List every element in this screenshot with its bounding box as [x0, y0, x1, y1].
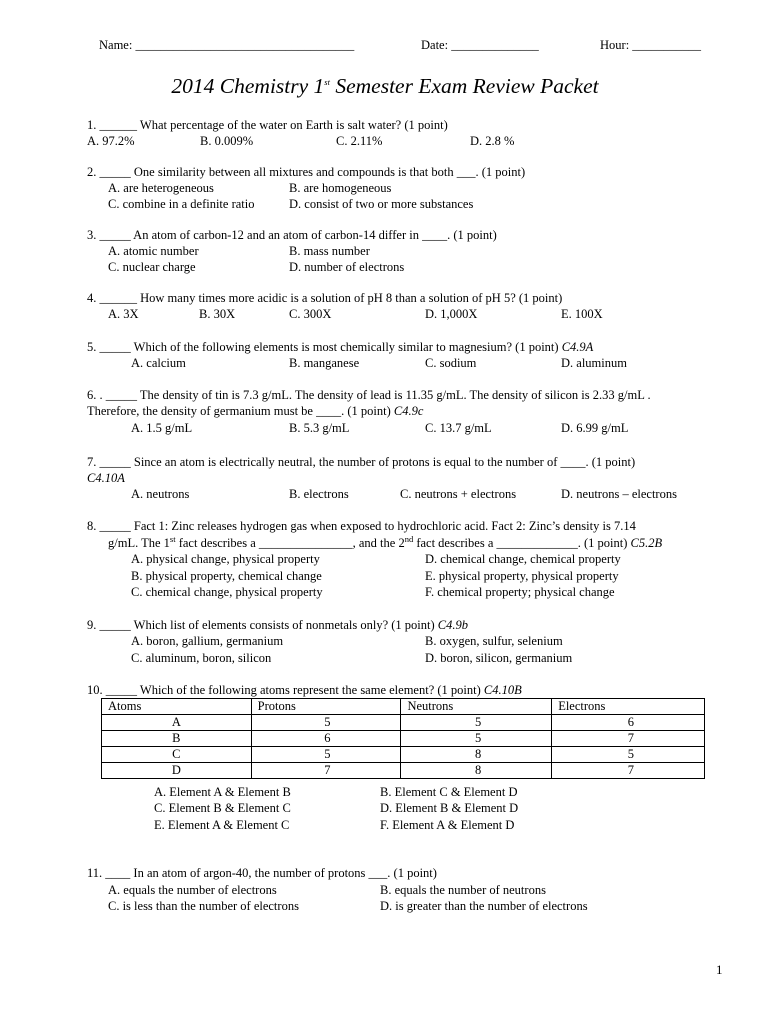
table-row	[102, 747, 705, 763]
q9-option-d: D. boron, silicon, germanium	[425, 651, 573, 665]
table-cell: 5	[251, 747, 401, 763]
question-1-stem: 1. ______ What percentage of the water on Earth is salt water? (1 point)	[87, 118, 448, 132]
table-cell: 5	[401, 731, 552, 747]
q4-option-a: A. 3X	[108, 307, 139, 321]
question-3-stem: 3. _____ An atom of carbon-12 and an atom of carbon-14 differ in ____. (1 point)	[87, 228, 497, 242]
q5-option-b: B. manganese	[289, 356, 360, 370]
table-cell: 5	[552, 747, 705, 763]
table-cell: D	[102, 763, 252, 779]
table-cell: 5	[401, 715, 552, 731]
table-cell: 8	[401, 747, 552, 763]
q2-option-a: A. are heterogeneous	[108, 181, 214, 195]
q5-standard-code: C4.9A	[561, 340, 594, 354]
q8-option-b: B. physical property, chemical change	[131, 569, 322, 583]
q10-option-b: B. Element C & Element D	[380, 785, 518, 799]
question-4-stem: 4. ______ How many times more acidic is a solution of pH 8 than a solution of pH 5? (1 point)	[87, 291, 563, 305]
table-cell: 5	[251, 715, 401, 731]
table-row	[102, 763, 705, 779]
page-number: 1	[716, 962, 723, 977]
table-cell: A	[102, 715, 252, 731]
q5-option-a: A. calcium	[131, 356, 186, 370]
q5-option-d: D. aluminum	[561, 356, 627, 370]
q3-option-d: D. number of electrons	[289, 260, 405, 274]
q4-option-e: E. 100X	[561, 307, 603, 321]
q10-standard-code: C4.10B	[483, 683, 522, 697]
q1-option-a: A. 97.2%	[87, 134, 135, 148]
table-cell: 7	[552, 763, 705, 779]
table-cell: 8	[401, 763, 552, 779]
q10-option-a: A. Element A & Element B	[154, 785, 291, 799]
date-field: Date: ______________	[421, 38, 539, 52]
q1-option-b: B. 0.009%	[200, 134, 254, 148]
q6-option-d: D. 6.99 g/mL	[561, 421, 629, 435]
q8-option-e: E. physical property, physical property	[425, 569, 619, 583]
q7-standard-code: C4.10A	[87, 471, 125, 485]
question-6-line-1: 6. . _____ The density of tin is 7.3 g/mL. The density of lead is 11.35 g/mL. The density of silicon is 2.33 g/mL .	[87, 388, 651, 402]
q6-option-b: B. 5.3 g/mL	[289, 421, 350, 435]
q3-option-b: B. mass number	[289, 244, 370, 258]
q7-option-a: A. neutrons	[131, 487, 190, 501]
q8-option-a: A. physical change, physical property	[131, 552, 320, 566]
table-cell: 7	[251, 763, 401, 779]
table-row	[102, 731, 705, 747]
q2-option-b: B. are homogeneous	[289, 181, 392, 195]
question-7-line-1: 7. _____ Since an atom is electrically neutral, the number of protons is equal to the number of ____. (1 point)	[87, 455, 636, 469]
table-cell: 7	[552, 731, 705, 747]
q11-option-c: C. is less than the number of electrons	[108, 899, 299, 913]
q8-option-d: D. chemical change, chemical property	[425, 552, 621, 566]
q6-standard-code: C4.9c	[393, 404, 424, 418]
table-cell: C	[102, 747, 252, 763]
q8-option-f: F. chemical property; physical change	[425, 585, 615, 599]
q2-option-d: D. consist of two or more substances	[289, 197, 474, 211]
q9-option-b: B. oxygen, sulfur, selenium	[425, 634, 563, 648]
q7-option-d: D. neutrons – electrons	[561, 487, 677, 501]
question-9-stem: 9. _____ Which list of elements consists of nonmetals only? (1 point) C4.9b	[87, 618, 468, 632]
q5-option-c: C. sodium	[425, 356, 477, 370]
table-header-cell: Electrons	[552, 699, 705, 715]
q10-option-d: D. Element B & Element D	[380, 801, 519, 815]
question-8-line-2: g/mL. The 1st fact describes a _______________, and the 2nd fact describes a _____________. (1 point) C5.2B	[108, 533, 663, 550]
question-10-stem: 10. _____ Which of the following atoms represent the same element? (1 point) C4.10B	[87, 683, 522, 697]
q6-option-a: A. 1.5 g/mL	[131, 421, 193, 435]
table-header-cell: Atoms	[102, 699, 252, 715]
table-header-row	[102, 699, 705, 715]
table-header-cell: Neutrons	[401, 699, 552, 715]
hour-field: Hour: ___________	[600, 38, 702, 52]
q11-option-b: B. equals the number of neutrons	[380, 883, 546, 897]
q3-option-c: C. nuclear charge	[108, 260, 196, 274]
table-cell: 6	[251, 731, 401, 747]
q7-option-b: B. electrons	[289, 487, 349, 501]
q1-option-c: C. 2.11%	[336, 134, 383, 148]
q11-option-d: D. is greater than the number of electrons	[380, 899, 588, 913]
question-6-line-2: Therefore, the density of germanium must be ____. (1 point) C4.9c	[87, 404, 424, 418]
q3-option-a: A. atomic number	[108, 244, 199, 258]
q4-option-b: B. 30X	[199, 307, 236, 321]
q10-option-c: C. Element B & Element C	[154, 801, 291, 815]
q9-standard-code: C4.9b	[437, 618, 468, 632]
question-11-stem: 11. ____ In an atom of argon-40, the number of protons ___. (1 point)	[87, 866, 437, 880]
q9-option-c: C. aluminum, boron, silicon	[131, 651, 272, 665]
table-row	[102, 715, 705, 731]
table-header-cell: Protons	[251, 699, 401, 715]
table-cell: 6	[552, 715, 705, 731]
page-title: 2014 Chemistry 1st Semester Exam Review Packet	[171, 74, 599, 98]
q4-option-c: C. 300X	[289, 307, 332, 321]
question-5-stem: 5. _____ Which of the following elements is most chemically similar to magnesium? (1 point) C4.9A	[87, 340, 594, 354]
q7-option-c: C. neutrons + electrons	[400, 487, 517, 501]
q8-option-c: C. chemical change, physical property	[131, 585, 323, 599]
q11-option-a: A. equals the number of electrons	[108, 883, 277, 897]
q10-option-e: E. Element A & Element C	[154, 818, 290, 832]
q1-option-d: D. 2.8 %	[470, 134, 515, 148]
q9-option-a: A. boron, gallium, germanium	[131, 634, 284, 648]
q2-option-c: C. combine in a definite ratio	[108, 197, 255, 211]
q8-standard-code: C5.2B	[630, 536, 663, 550]
question-8-line-1: 8. _____ Fact 1: Zinc releases hydrogen gas when exposed to hydrochloric acid. Fact 2: Zinc’s density is 7.14	[87, 519, 636, 533]
atoms-table	[101, 698, 705, 779]
q10-option-f: F. Element A & Element D	[380, 818, 515, 832]
q6-option-c: C. 13.7 g/mL	[425, 421, 492, 435]
question-2-stem: 2. _____ One similarity between all mixtures and compounds is that both ___. (1 point)	[87, 165, 526, 179]
table-cell: B	[102, 731, 252, 747]
q4-option-d: D. 1,000X	[425, 307, 478, 321]
name-field: Name: ___________________________________	[99, 38, 355, 52]
